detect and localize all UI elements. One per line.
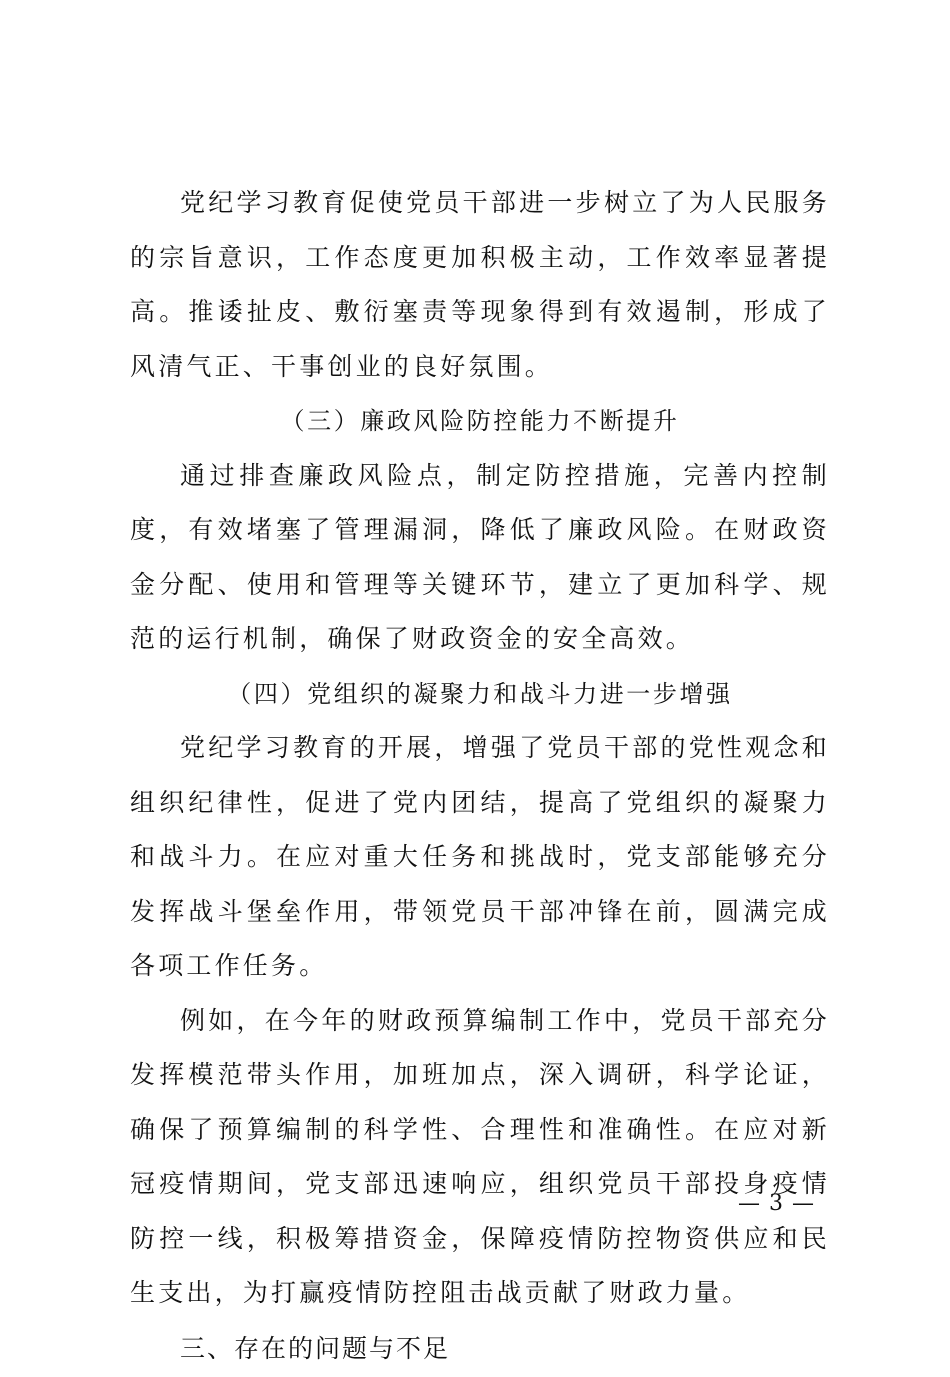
body-paragraph: 通过排查廉政风险点，制定防控措施，完善内控制度，有效堵塞了管理漏洞，降低了廉政风险。在财政资金分配、使用和管理等关键环节，建立了更加科学、规范的运行机制，确保了财政资金的安全高效。 [130,460,830,653]
section-heading: 三、存在的问题与不足 [180,1333,451,1363]
page-number: — 3 — [738,1191,815,1216]
document-body [130,176,830,1377]
subsection-heading: （三）廉政风险防控能力不断提升 [280,407,680,435]
body-paragraph: 党纪学习教育促使党员干部进一步树立了为人民服务的宗旨意识，工作态度更加积极主动，工作效率显著提高。推诿扯皮、敷衍塞责等现象得到有效遏制，形成了风清气正、干事创业的良好氛围。 [130,188,830,381]
body-paragraph: 党纪学习教育的开展，增强了党员干部的党性观念和组织纪律性，促进了党内团结，提高了党组织的凝聚力和战斗力。在应对重大任务和挑战时，党支部能够充分发挥战斗堡垒作用，带领党员干部冲锋在前，圆满完成各项工作任务。 [130,733,830,980]
body-paragraph: 例如，在今年的财政预算编制工作中，党员干部充分发挥模范带头作用，加班加点，深入调研，科学论证，确保了预算编制的科学性、合理性和准确性。在应对新冠疫情期间，党支部迅速响应，组织党员干部投身疫情防控一线，积极筹措资金，保障疫情防控物资供应和民生支出，为打赢疫情防控阻击战贡献了财政力量。 [130,1005,830,1307]
subsection-heading: （四）党组织的凝聚力和战斗力进一步增强 [227,679,733,708]
